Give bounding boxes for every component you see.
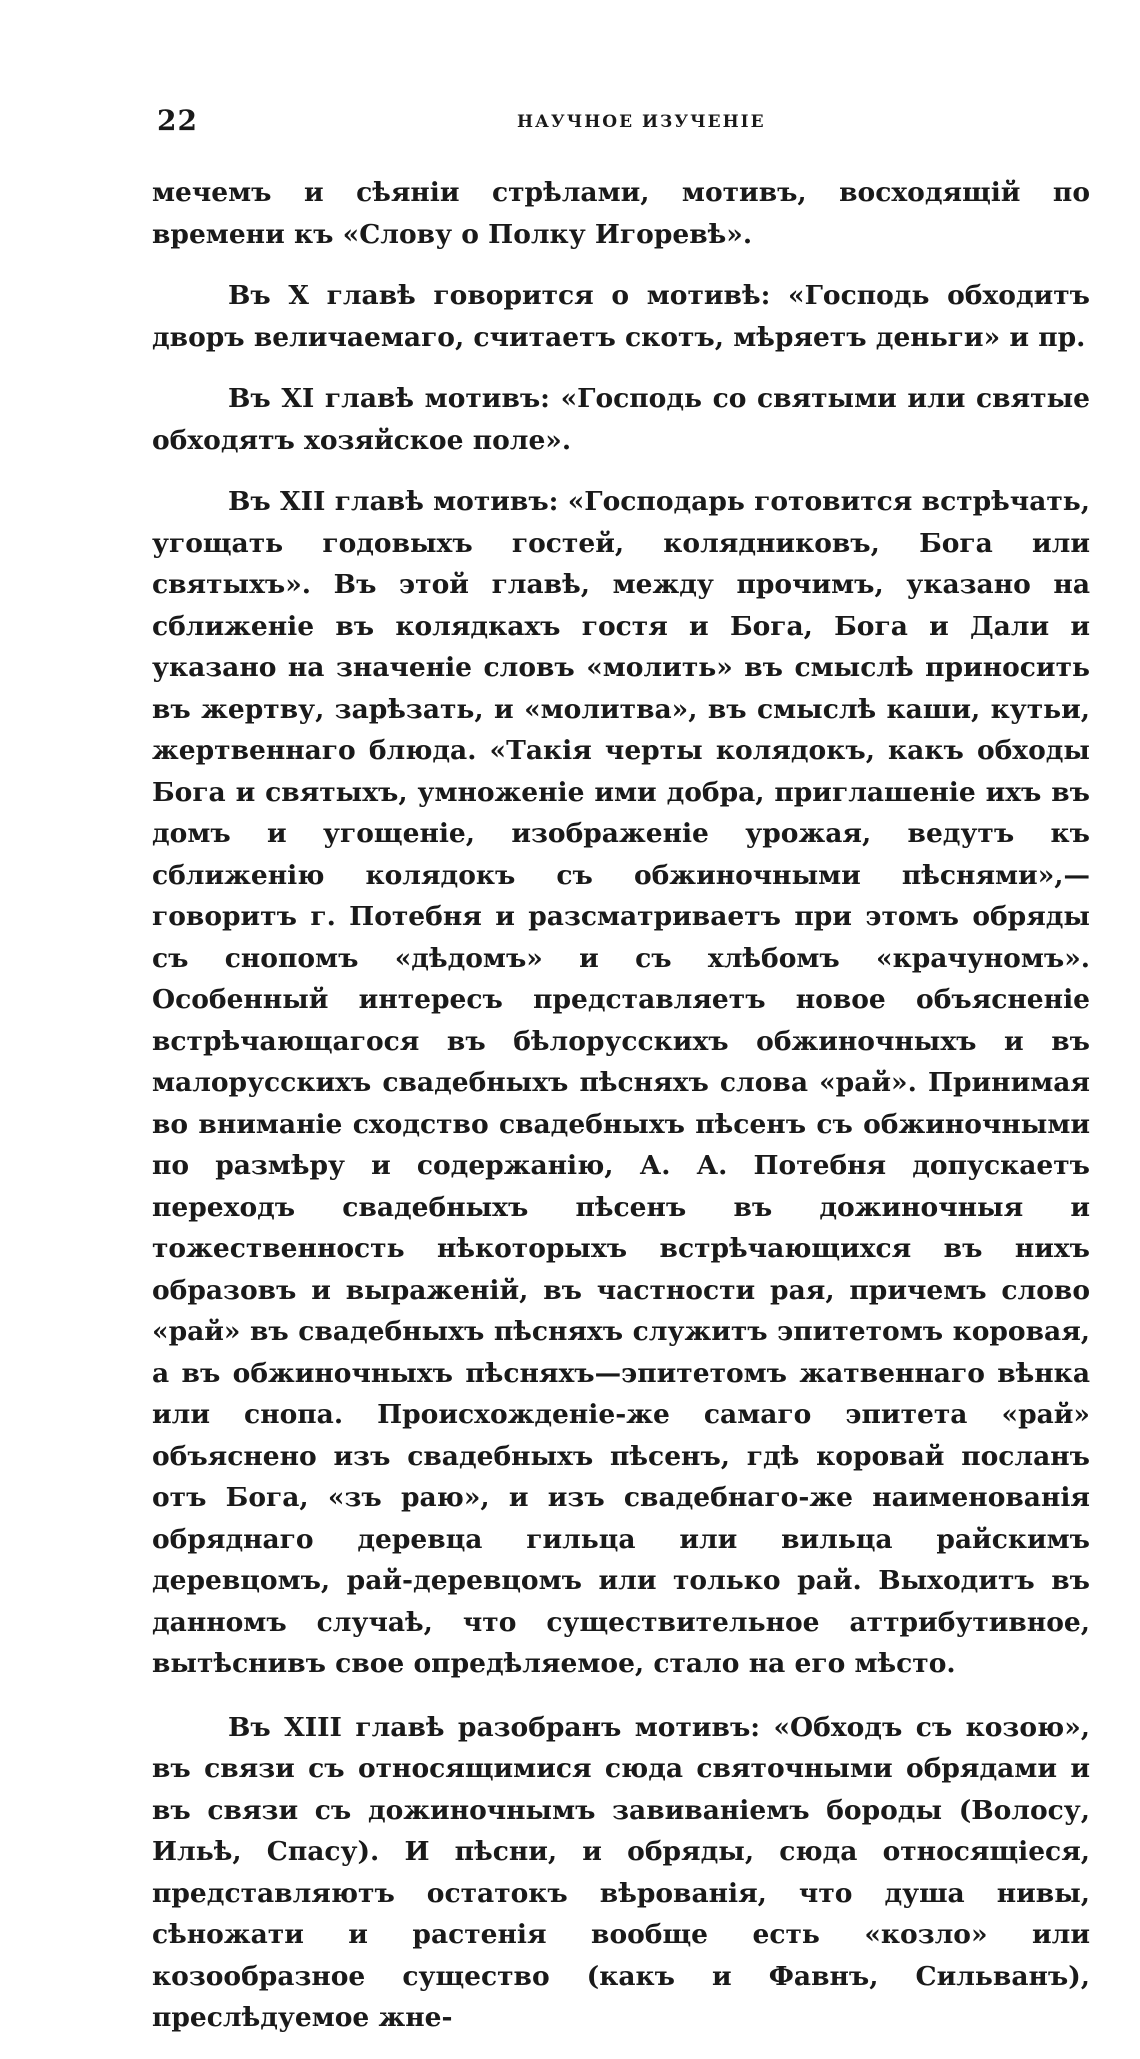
page-header xyxy=(157,104,1087,144)
paragraph-chapter-xi: Въ XI главѣ мотивъ: «Господь со святыми или святые обходятъ хозяйское поле». xyxy=(152,383,1090,456)
body-text xyxy=(152,172,1090,2059)
paragraph-continued: мечемъ и сѣяніи стрѣлами, мотивъ, восходящій по времени къ «Слову о Полку Игоревѣ». xyxy=(152,177,1090,250)
page-number: 22 xyxy=(157,104,198,137)
paragraph-chapter-x: Въ X главѣ говорится о мотивѣ: «Господь обходитъ дворъ величаемаго, считаетъ скотъ, мѣряетъ деньги» и пр. xyxy=(152,280,1090,353)
running-title: НАУЧНОЕ ИЗУЧЕНІЕ xyxy=(517,112,766,132)
paragraph-chapter-xii: Въ XII главѣ мотивъ: «Господарь готовится встрѣчать, угощать годовыхъ гостей, колядниковъ, Бога или святыхъ». Въ этой главѣ, между прочимъ, указано на сближеніе въ колядкахъ гостя и Бога, Бога и Дали и указано на значеніе словъ «молить» въ смыслѣ приносить въ жертву, зарѣзать, и «молитва», въ смыслѣ каши, кутьи, жертвеннаго блюда. «Такія черты колядокъ, какъ обходы Бога и святыхъ, умноженіе ими добра, приглашеніе ихъ въ домъ и угощеніе, изображеніе урожая, ведутъ къ сближенію колядокъ съ обжиночными пѣснями»,—говоритъ г. Потебня и разсматриваетъ при этомъ обряды съ снопомъ «дѣдомъ» и съ хлѣбомъ «крачуномъ». Особенный интересъ представляетъ новое объясненіе встрѣчающагося въ бѣлорусскихъ обжиночныхъ и въ малорусскихъ свадебныхъ пѣсняхъ слова «рай». Принимая во вниманіе сходство свадебныхъ пѣсенъ съ обжиночными по размѣру и содержанію, А. А. Потебня допускаетъ переходъ свадебныхъ пѣсенъ въ дожиночныя и тожественность нѣкоторыхъ встрѣчающихся въ нихъ образовъ и выраженій, въ частности рая, причемъ слово «рай» въ свадебныхъ пѣсняхъ служитъ эпитетомъ коровая, а въ обжиночныхъ пѣсняхъ—эпитетомъ жатвеннаго вѣнка или снопа. Происхожденіе-же самаго эпитета «рай» объяснено изъ свадебныхъ пѣсенъ, гдѣ коровай посланъ отъ Бога, «зъ раю», и изъ свадебнаго-же наименованія обряднаго деревца гильца или вильца райскимъ деревцомъ, рай-деревцомъ или только рай. Выходитъ въ данномъ случаѣ, что существительное аттрибутивное, вытѣснивъ свое опредѣляемое, стало на его мѣсто. xyxy=(152,486,1090,1679)
paragraph-chapter-xiii: Въ XIII главѣ разобранъ мотивъ: «Обходъ съ козою», въ связи съ относящимися сюда святочными обрядами и въ связи съ дожиночнымъ завиваніемъ бороды (Волосу, Ильѣ, Спасу). И пѣсни, и обряды, сюда относящіеся, представляютъ остатокъ вѣрованія, что душа нивы, сѣножати и растенія вообще есть «козло» или козообразное существо (какъ и Фавнъ, Сильванъ), преслѣдуемое жне- xyxy=(152,1711,1090,2033)
